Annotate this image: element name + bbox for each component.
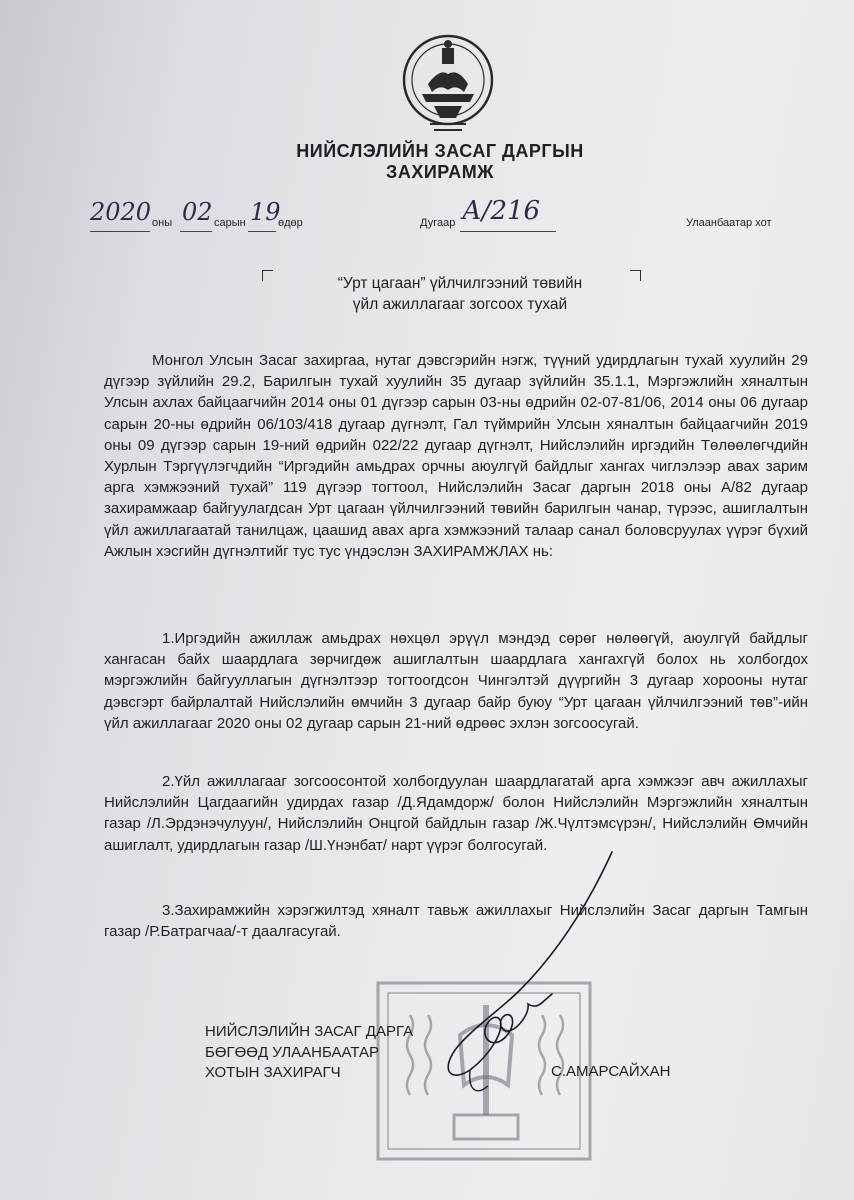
signatory-title-line-3: ХОТЫН ЗАХИРАГЧ: [205, 1064, 341, 1081]
handwritten-number: А/216: [462, 196, 541, 226]
state-emblem-icon: [400, 28, 496, 138]
subject-line-1: “Урт цагаан” үйлчилгээний төвийн: [337, 275, 583, 292]
year-label: оны: [152, 217, 173, 229]
decree-item-2: 2.Үйл ажиллагааг зогсоосонтой холбогдуулан шаардлагатай арга хэмжээг авч ажиллахыг Нийслэлийн Цагдаагийн удирдах газар /Д.Ядамдорж/ болон Нийслэлийн Мэргэжлийн хяналтын газар /Л.Эрдэнэчулуун/, Нийслэлийн Онцгой байдлын газар /Ж.Чүлтэмсүрэн/, Нийслэлийн Өмчийн ашиглалт, удирдлагын газар /Ш.Үнэнбат/ нарт үүрэг болгосугай.: [104, 773, 808, 854]
signatory-title-line-2: БӨГӨӨД УЛААНБААТАР: [205, 1043, 380, 1061]
decree-subject: [270, 273, 650, 315]
handwritten-month: 02: [182, 198, 213, 226]
signatory-name: С.АМАРСАЙХАН: [551, 1063, 671, 1080]
decree-item-3: 3.Захирамжийн хэрэгжилтэд хяналт тавьж ажиллахыг Нийслэлийн Засаг даргын Тамгын газар /Р.Батрагчаа/-т даалгасугай.: [104, 902, 808, 941]
signatory-title: [205, 1022, 413, 1084]
date-number-line: [90, 196, 810, 240]
issuer-title: НИЙСЛЭЛИЙН ЗАСАГ ДАРГЫН: [296, 141, 584, 161]
number-label: Дугаар: [420, 217, 456, 229]
decree-item-1: 1.Иргэдийн ажиллаж амьдрах нөхцөл эрүүл мэндэд сөрөг нөлөөгүй, аюулгүй байдлыг хангасан байх шаардлага зөрчигдөж ашиглалтын шаардлага хангахгүй болох нь холбогдох мэргэжлийн байгууллагын дүгнэлтээр тогтоогдсон Чингэлтэй дүүргийн 3 дугаар хорооны нутаг дэвсгэрт байрлалтай Нийслэлийн өмчийн 3 дугаар байр буюу “Урт цагаан үйлчилгээний төв”-ийн үйл ажиллагааг 2020 оны 02 дугаар сарын 21-ний өдрөөс эхлэн зогсоосугай.: [104, 630, 808, 732]
preamble-paragraph: Монгол Улсын Засаг захиргаа, нутаг дэвсгэрийн нэгж, түүний удирдлагын тухай хуулийн 29 дүгээр зүйлийн 29.2, Барилгын тухай хуулийн 35 дугаар зүйлийн 35.1.1, Мэргэжлийн хяналтын Улсын ахлах байцаагчийн 2014 оны 01 дүгээр сарын 03-ны өдрийн 02-07-81/06, 2014 оны 06 дугаар сарын 20-ны өдрийн 06/103/418 дугаар дүгнэлт, Гал түймрийн Улсын хяналтын байцаагчийн 2019 оны 09 дүгээр сарын 19-ний өдрийн 022/22 дугаар дүгнэлт, Нийслэлийн иргэдийн Төлөөлөгчдийн Хурлын Тэргүүлэгчдийн “Иргэдийн амьдрах орчны аюулгүй байдлыг хангах чиглэлээр авах зарим арга хэмжээний тухай” 119 дүгээр тогтоол, Нийслэлийн Засаг даргын 2018 оны А/82 дугаар захирамжаар байгуулагдсан Урт цагаан үйлчилгээний төвийн барилгын чанар, түрээс, ашиглалтын үйл ажиллагаатай танилцаж, цаашид авах арга хэмжээний талаар санал боловсруулах үүрэг бүхий Ажлын хэсгийн дүгнэлтийг тус тус үндэслэн ЗАХИРАМЖЛАХ нь:: [104, 352, 808, 560]
day-label: өдөр: [278, 217, 303, 229]
document-type-title: ЗАХИРАМЖ: [386, 162, 494, 182]
subject-line-2: үйл ажиллагааг зогсоох тухай: [352, 296, 568, 313]
city-label: Улаанбаатар хот: [686, 217, 772, 229]
handwritten-day: 19: [250, 198, 281, 226]
signatory-title-line-1: НИЙСЛЭЛИЙН ЗАСАГ ДАРГА: [205, 1023, 414, 1040]
handwritten-year: 2020: [90, 198, 152, 226]
month-label: сарын: [214, 217, 246, 229]
